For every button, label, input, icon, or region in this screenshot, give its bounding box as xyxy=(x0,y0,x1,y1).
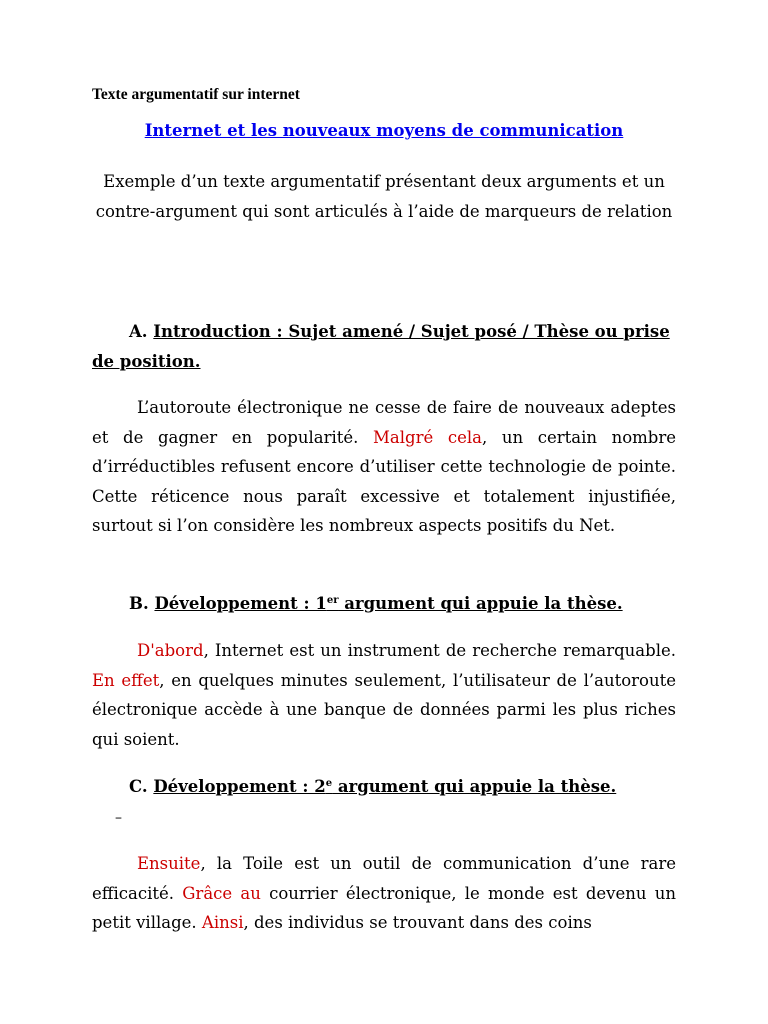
list-dash: – xyxy=(115,810,122,826)
section-b-title: Développement : 1er argument qui appuie la thèse. xyxy=(154,594,623,613)
connector-word: D'abord xyxy=(137,641,204,660)
paragraph-text: , Internet est un instrument de recherche remarquable. xyxy=(203,641,676,660)
section-a-heading xyxy=(92,317,676,376)
paragraph-text: , en quelques minutes seulement, l’utilisateur de l’autoroute électronique accède à une banque de données parmi les plus riches qui soient. xyxy=(92,670,676,749)
section-a-title: Introduction : Sujet amené / Sujet posé / Thèse ou prise de position. xyxy=(92,322,670,371)
paragraph-text: , la Toile est un outil de communication d’une rare efficacité. xyxy=(92,854,676,903)
paragraph-text: , un certain nombre d’irréductibles refusent encore d’utiliser cette technologie de pointe. Cette réticence nous paraît excessive et totalement injustifiée, surtout si l’on considère les nombreux aspects positifs du Net. xyxy=(92,427,677,536)
section-c-title: Développement : 2e argument qui appuie la thèse. xyxy=(153,777,617,796)
section-a-letter: A. xyxy=(129,322,148,341)
section-c-letter: C. xyxy=(129,777,148,796)
section-b-letter: B. xyxy=(129,594,149,613)
document-subtitle: Exemple d’un texte argumentatif présentant deux arguments et un contre-argument qui sont articulés à l’aide de marqueurs de relation xyxy=(95,172,673,221)
paragraph-text: courrier électronique, le monde est devenu un petit village. xyxy=(92,883,677,933)
connector-word: Ensuite xyxy=(137,854,201,873)
paragraph-text: L’autoroute électronique ne cesse de faire de nouveaux adeptes et de gagner en popularité. xyxy=(92,398,676,447)
connector-word: Ainsi xyxy=(201,913,244,933)
section-c-heading xyxy=(92,772,676,802)
paragraph-text: , des individus se trouvant dans des coins xyxy=(243,913,592,933)
section-a-paragraph xyxy=(92,393,676,541)
section-c-paragraph xyxy=(92,849,676,938)
section-b-heading xyxy=(92,589,676,619)
document-main-title[interactable]: Internet et les nouveaux moyens de communication xyxy=(144,121,624,140)
section-b-paragraph xyxy=(92,636,676,754)
connector-word: En effet xyxy=(92,670,160,690)
document-top-title: Texte argumentatif sur internet xyxy=(92,86,300,103)
connector-word: Malgré cela xyxy=(373,427,482,447)
connector-word: Grâce au xyxy=(182,883,261,903)
